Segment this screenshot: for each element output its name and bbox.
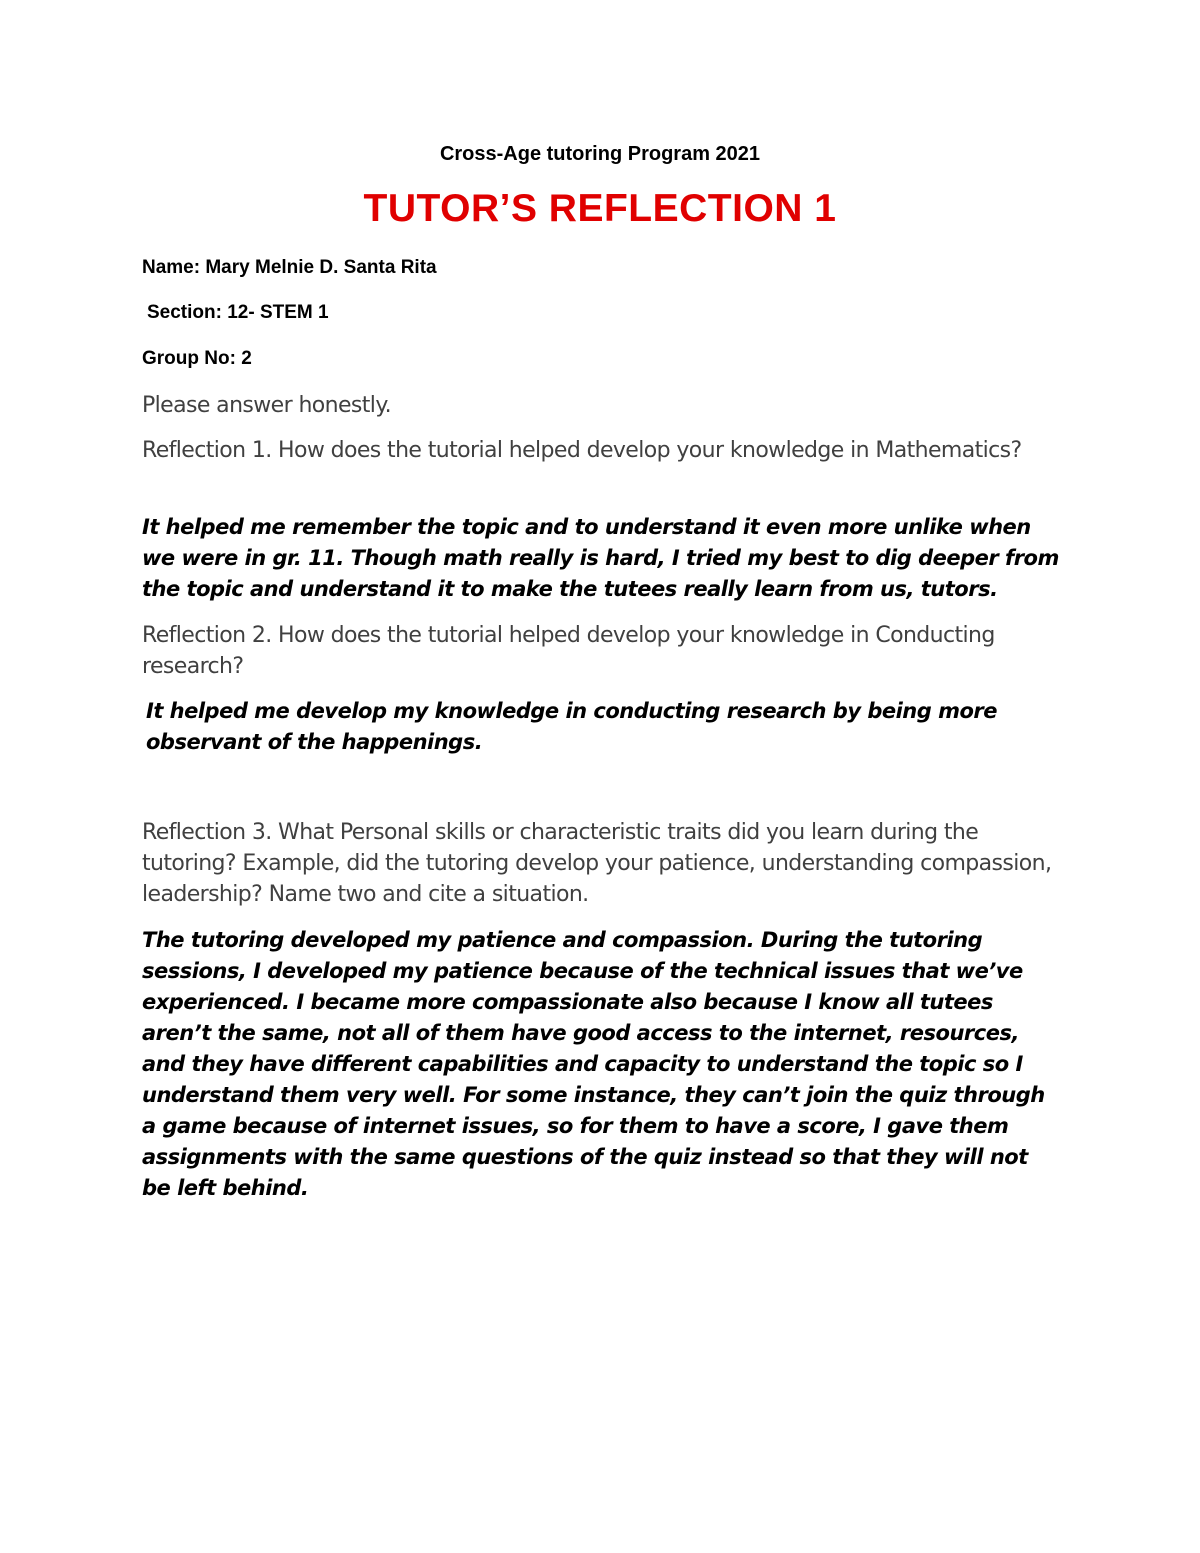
- reflection-1-question: Reflection 1. How does the tutorial helped develop your knowledge in Mathematics?: [142, 438, 1022, 463]
- reflection-2-answer: It helped me develop my knowledge in conducting research by being more observant of the happenings.: [146, 699, 997, 754]
- instruction-text: Please answer honestly.: [142, 393, 391, 418]
- reflection-3-question: Reflection 3. What Personal skills or characteristic traits did you learn during the tutoring? Example, did the tutoring develop your patience, understanding compassion, leadership? Name two and cite a situation.: [142, 820, 1052, 907]
- name-field: Name: Mary Melnie D. Santa Rita: [142, 257, 437, 278]
- reflection-1-answer: It helped me remember the topic and to understand it even more unlike when we were in gr. 11. Though math really is hard, I tried my best to dig deeper from the topic and understand it to make the tutees really learn from us, tutors.: [142, 515, 1059, 601]
- group-field: Group No: 2: [142, 348, 252, 369]
- page-title: TUTOR’S REFLECTION 1: [363, 187, 837, 230]
- reflection-2-question: Reflection 2. How does the tutorial helped develop your knowledge in Conducting research?: [142, 623, 995, 679]
- reflection-3-answer: The tutoring developed my patience and compassion. During the tutoring sessions, I developed my patience because of the technical issues that we’ve experienced. I became more compassionate also because I know all tutees aren’t the same, not all of them have good access to the internet, resources, and they have different capabilities and capacity to understand the topic so I understand them very well. For some instance, they can’t join the quiz through a game because of internet issues, so for them to have a score, I gave them assignments with the same questions of the quiz instead so that they will not be left behind.: [142, 928, 1045, 1200]
- section-field: Section: 12- STEM 1: [147, 302, 329, 323]
- program-title: Cross-Age tutoring Program 2021: [439, 143, 761, 165]
